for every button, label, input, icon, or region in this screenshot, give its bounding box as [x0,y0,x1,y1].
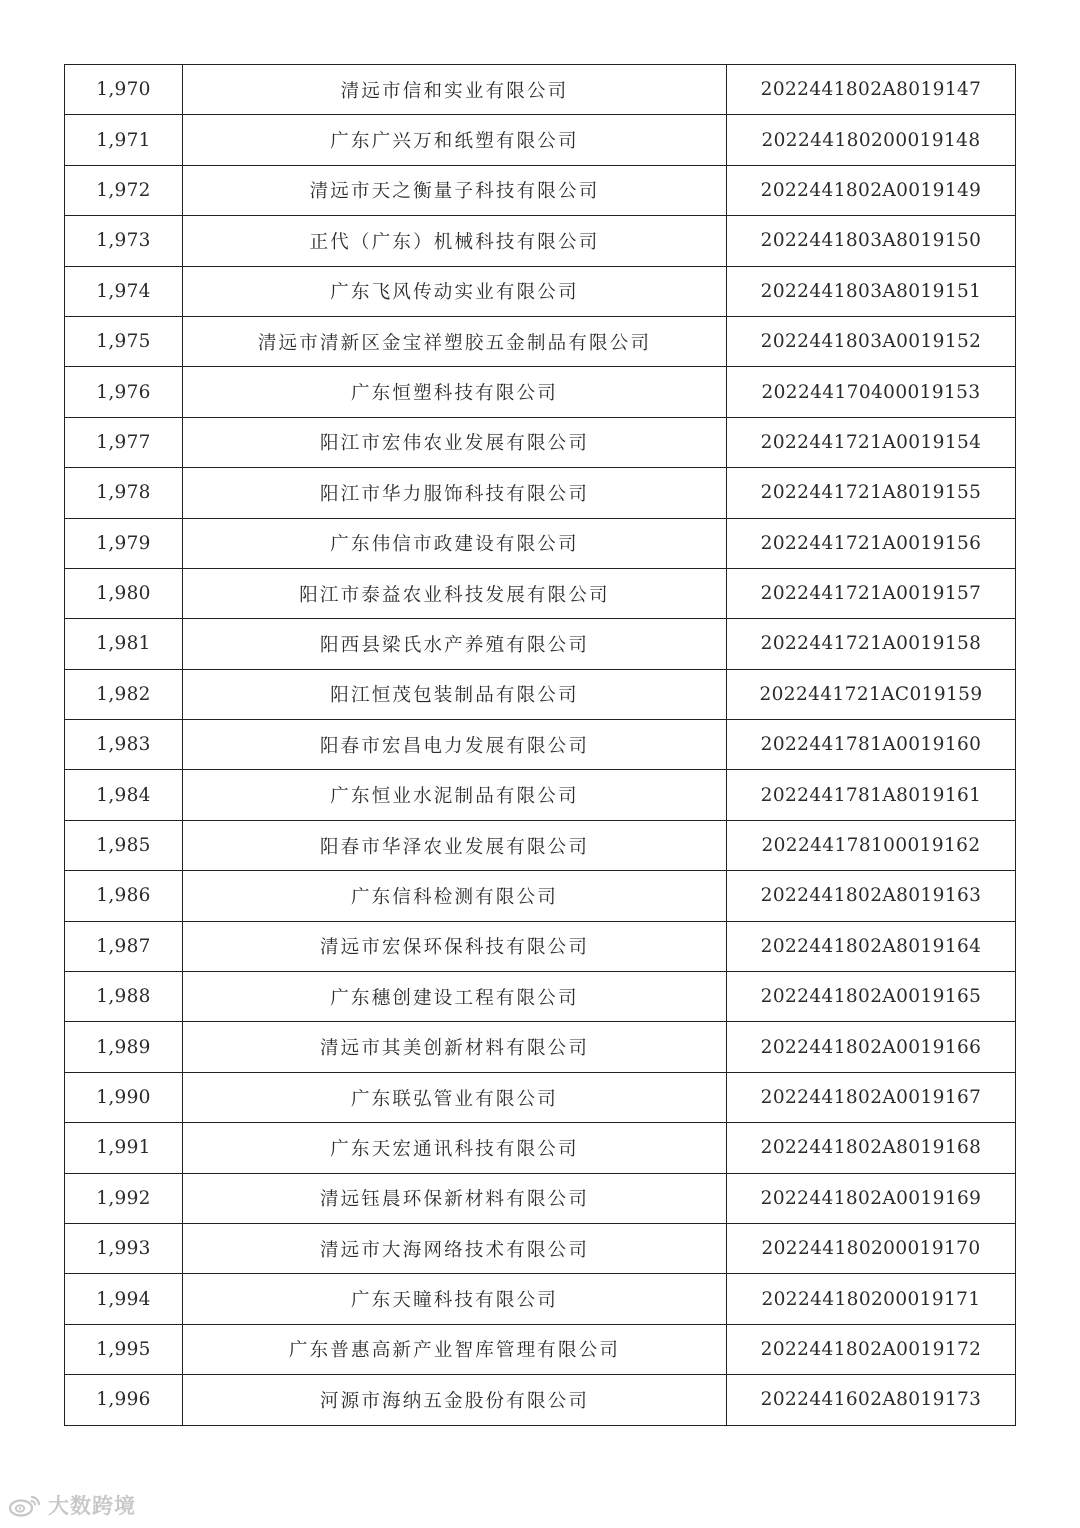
row-company-name: 广东恒塑科技有限公司 [183,367,727,417]
row-sequence-number: 1,990 [65,1072,183,1122]
row-registration-code: 2022441802A0019149 [727,165,1016,215]
table-row [65,770,1016,820]
row-sequence-number: 1,995 [65,1324,183,1374]
table-row [65,417,1016,467]
watermark [8,1489,136,1521]
row-registration-code: 20224418020001914​8 [727,115,1016,165]
row-registration-code: 2022441721A8019155 [727,468,1016,518]
table-row [65,1072,1016,1122]
table-row [65,1123,1016,1173]
company-list-table [64,64,1016,1426]
table-row [65,266,1016,316]
table-row [65,1324,1016,1374]
row-company-name: 广东穗创建设工程有限公司 [183,972,727,1022]
table-row [65,820,1016,870]
row-registration-code: 2022441803A8019150 [727,216,1016,266]
table-row [65,316,1016,366]
row-company-name: 清远市清新区金宝祥塑胶五金制品有限公司 [183,316,727,366]
row-sequence-number: 1,981 [65,619,183,669]
row-sequence-number: 1,986 [65,871,183,921]
row-sequence-number: 1,993 [65,1223,183,1273]
row-company-name: 阳春市宏昌电力发展有限公司 [183,720,727,770]
row-registration-code: 2022441802A0019167 [727,1072,1016,1122]
row-sequence-number: 1,984 [65,770,183,820]
row-company-name: 广东天宏通讯科技有限公司 [183,1123,727,1173]
table-row [65,669,1016,719]
row-company-name: 阳江市宏伟农业发展有限公司 [183,417,727,467]
table-row [65,1173,1016,1223]
row-registration-code: 202244170400019153 [727,367,1016,417]
row-registration-code: 202244180200019171 [727,1274,1016,1324]
row-sequence-number: 1,974 [65,266,183,316]
table-row [65,972,1016,1022]
row-sequence-number: 1,983 [65,720,183,770]
row-company-name: 阳江恒茂包装制品有限公司 [183,669,727,719]
row-company-name: 清远市其美创新材料有限公司 [183,1022,727,1072]
row-company-name: 广东信科检测有限公司 [183,871,727,921]
table-row [65,1274,1016,1324]
watermark-text: 大数跨境 [48,1494,136,1518]
row-registration-code: 2022441721A0019157 [727,568,1016,618]
row-sequence-number: 1,976 [65,367,183,417]
table-row [65,1375,1016,1425]
table-row [65,720,1016,770]
row-company-name: 河源市海纳五金股份有限公司 [183,1375,727,1425]
row-company-name: 广东天瞳科技有限公司 [183,1274,727,1324]
table-row [65,216,1016,266]
row-registration-code: 202244178100019162 [727,820,1016,870]
row-company-name: 清远市天之衡量子科技有限公司 [183,165,727,215]
row-registration-code: 2022441802A8019168 [727,1123,1016,1173]
row-company-name: 清远市信和实业有限公司 [183,65,727,115]
row-registration-code: 2022441802A0019165 [727,972,1016,1022]
table-row [65,619,1016,669]
table-row [65,115,1016,165]
table-row [65,1223,1016,1273]
row-registration-code: 2022441721A0019158 [727,619,1016,669]
row-company-name: 清远市宏保环保科技有限公司 [183,921,727,971]
table-row [65,921,1016,971]
row-sequence-number: 1,977 [65,417,183,467]
row-company-name: 广东伟信市政建设有限公司 [183,518,727,568]
row-company-name: 广东恒业水泥制品有限公司 [183,770,727,820]
row-sequence-number: 1,988 [65,972,183,1022]
row-company-name: 清远市大海网络技术有限公司 [183,1223,727,1273]
row-sequence-number: 1,996 [65,1375,183,1425]
row-registration-code: 2022441802A8019164 [727,921,1016,971]
row-company-name: 正代（广东）机械科技有限公司 [183,216,727,266]
row-sequence-number: 1,979 [65,518,183,568]
row-company-name: 阳江市泰益农业科技发展有限公司 [183,568,727,618]
row-registration-code: 2022441802A8019147 [727,65,1016,115]
weibo-logo-icon [8,1493,42,1517]
row-registration-code: 2022441802A0019169 [727,1173,1016,1223]
row-sequence-number: 1,971 [65,115,183,165]
row-sequence-number: 1,973 [65,216,183,266]
company-list-body [65,65,1016,1426]
row-sequence-number: 1,994 [65,1274,183,1324]
row-sequence-number: 1,992 [65,1173,183,1223]
row-sequence-number: 1,972 [65,165,183,215]
row-company-name: 广东普惠高新产业智库管理有限公司 [183,1324,727,1374]
row-sequence-number: 1,985 [65,820,183,870]
row-company-name: 广东飞风传动实业有限公司 [183,266,727,316]
row-registration-code: 2022441721A0019154 [727,417,1016,467]
row-registration-code: 2022441802A0019172 [727,1324,1016,1374]
table-row [65,518,1016,568]
row-registration-code: 2022441602A8019173 [727,1375,1016,1425]
row-company-name: 清远钰晨环保新材料有限公司 [183,1173,727,1223]
row-company-name: 广东广兴万和纸塑有限公司 [183,115,727,165]
row-sequence-number: 1,978 [65,468,183,518]
table-row [65,871,1016,921]
row-registration-code: 2022441803A8019151 [727,266,1016,316]
row-company-name: 广东联弘管业有限公司 [183,1072,727,1122]
row-company-name: 阳西县梁氏水产养殖有限公司 [183,619,727,669]
table-row [65,568,1016,618]
table-row [65,367,1016,417]
row-registration-code: 2022441721A0019156 [727,518,1016,568]
row-registration-code: 2022441781A0019160 [727,720,1016,770]
row-sequence-number: 1,991 [65,1123,183,1173]
table-row [65,165,1016,215]
row-company-name: 阳江市华力服饰科技有限公司 [183,468,727,518]
table-row [65,1022,1016,1072]
row-registration-code: 202244180200019170 [727,1223,1016,1273]
row-sequence-number: 1,980 [65,568,183,618]
row-sequence-number: 1,970 [65,65,183,115]
row-company-name: 阳春市华泽农业发展有限公司 [183,820,727,870]
table-row [65,65,1016,115]
row-sequence-number: 1,982 [65,669,183,719]
row-registration-code: 2022441802A0019166 [727,1022,1016,1072]
row-registration-code: 2022441802A8019163 [727,871,1016,921]
row-sequence-number: 1,987 [65,921,183,971]
row-registration-code: 2022441721AC019159 [727,669,1016,719]
row-registration-code: 2022441803A0019152 [727,316,1016,366]
row-sequence-number: 1,989 [65,1022,183,1072]
row-sequence-number: 1,975 [65,316,183,366]
row-registration-code: 2022441781A8019161 [727,770,1016,820]
table-row [65,468,1016,518]
